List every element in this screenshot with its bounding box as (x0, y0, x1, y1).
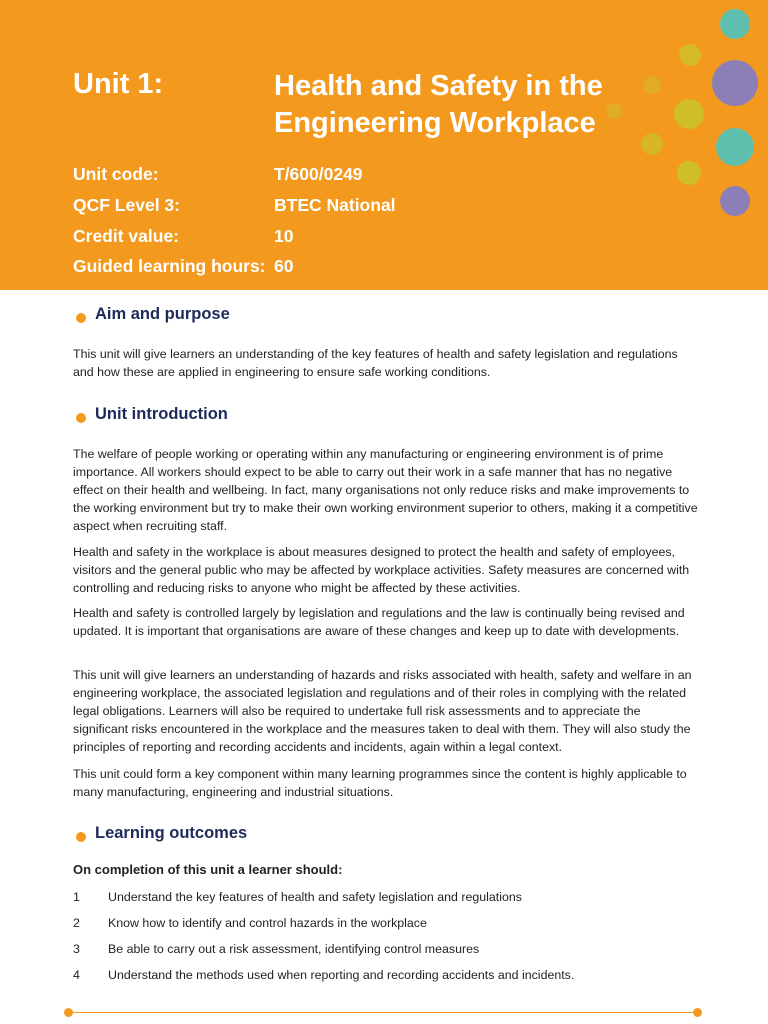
bullet-icon (76, 313, 86, 323)
decor-dot-purple (720, 186, 750, 216)
aim-paragraph: This unit will give learners an understanding of the key features of health and safety legislation and regulations and how these are applied in engineering to ensure safe working conditions. (73, 347, 678, 379)
meta-label-guided-hours: Guided learning hours: (73, 256, 266, 276)
bullet-icon (76, 413, 86, 423)
intro-paragraph: The welfare of people working or operating within any manufacturing or engineering environment is of prime importance. All workers should expect to be able to carry out their work in a safe manner that has no negative effect on their health and wellbeing. In fact, many organisations not only reduce risks and make improvements to the working environment but try to make their own working environment superior to others, making it a competitive aspect when recruiting staff. (73, 447, 698, 533)
outcomes-lead: On completion of this unit a learner should: (73, 862, 343, 877)
decor-dot-purple (712, 60, 758, 106)
meta-value-qcf-level: BTEC National (274, 195, 396, 215)
outcome-text: Understand the methods used when reporting and recording accidents and incidents. (108, 968, 575, 982)
intro-paragraph: Health and safety is controlled largely by legislation and regulations and the law is continually being revised and updated. It is important that organisations are aware of these changes and keep up to date with developments. (73, 606, 685, 638)
outcome-item (73, 966, 699, 984)
outcome-item (73, 888, 699, 906)
meta-label-qcf-level: QCF Level 3: (73, 195, 180, 215)
intro-paragraph: This unit will give learners an understanding of hazards and risks associated with health, safety and welfare in an engineering workplace, the associated legislation and regulations and of their roles in complying with the related legal obligations. Learners will also be required to undertake full risk assessments and to appreciate the significant risks encountered in the workplace and the measures taken to deal with them. They will also study the principles of reporting and recording accidents and incidents, again within a legal context. (73, 668, 692, 754)
outcome-item (73, 914, 699, 932)
footer-dot-icon (64, 1008, 73, 1017)
intro-paragraph: This unit could form a key component within many learning programmes since the content is highly applicable to many manufacturing, engineering and industrial situations. (73, 767, 687, 799)
unit-title: Health and Safety in the Engineering Workplace (274, 70, 603, 139)
outcome-number: 4 (73, 968, 80, 982)
unit-number: Unit 1: (73, 68, 164, 100)
footer-dot-icon (693, 1008, 702, 1017)
decor-dot-teal (716, 128, 754, 166)
meta-value-credit-value: 10 (274, 226, 294, 246)
decor-dot-olive (643, 76, 661, 94)
decor-dot-teal (720, 9, 750, 39)
outcome-text: Understand the key features of health and safety legislation and regulations (108, 890, 522, 904)
meta-value-unit-code: T/600/0249 (274, 164, 363, 184)
outcome-number: 3 (73, 942, 80, 956)
decor-dot-olive (674, 99, 704, 129)
section-title: Aim and purpose (95, 305, 230, 323)
decor-dot-olive (679, 44, 701, 66)
outcome-text: Be able to carry out a risk assessment, identifying control measures (108, 942, 480, 956)
meta-label-credit-value: Credit value: (73, 226, 179, 246)
intro-paragraph: Health and safety in the workplace is about measures designed to protect the health and safety of employees, visitors and the general public who may be affected by workplace activities. Safety measures are concerned with controlling and reducing risks to anyone who might be affected by these activities. (73, 545, 690, 595)
outcome-item (73, 940, 699, 958)
meta-value-guided-hours: 60 (274, 256, 294, 276)
meta-label-unit-code: Unit code: (73, 164, 159, 184)
section-title: Unit introduction (95, 405, 228, 423)
outcome-text: Know how to identify and control hazards in the workplace (108, 916, 427, 930)
unit-header (0, 0, 768, 290)
section-title: Learning outcomes (95, 824, 248, 842)
footer-divider (68, 1012, 698, 1013)
outcome-number: 2 (73, 916, 80, 930)
decor-dot-olive (641, 133, 663, 155)
bullet-icon (76, 832, 86, 842)
decor-dot-olive (677, 161, 701, 185)
outcome-number: 1 (73, 890, 80, 904)
